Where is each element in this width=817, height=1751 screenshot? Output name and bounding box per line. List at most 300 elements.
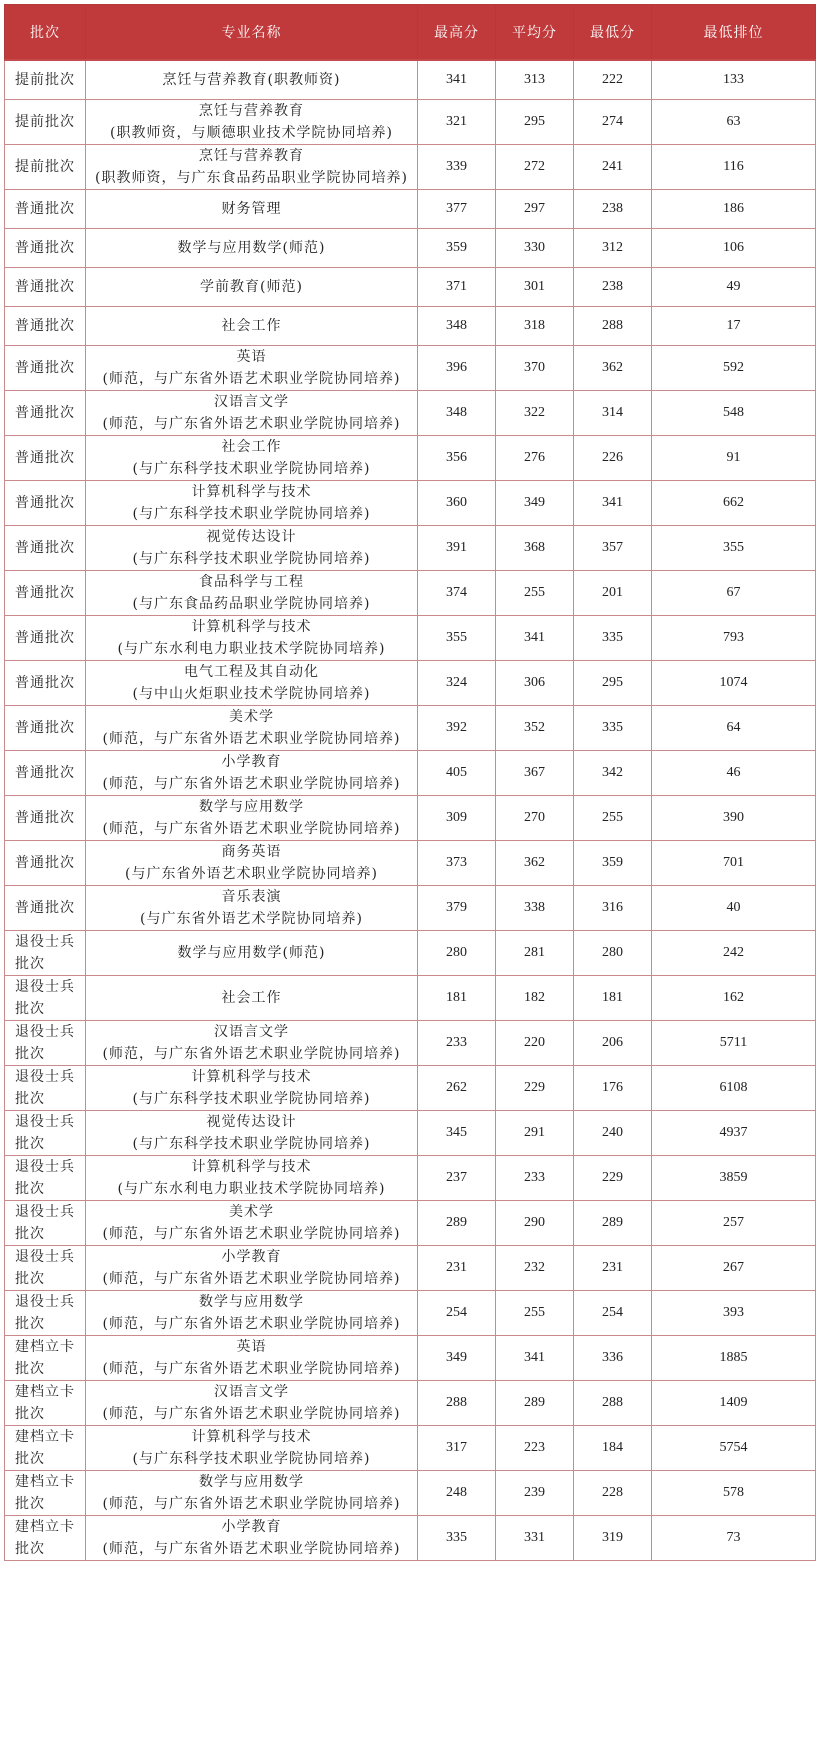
- min-rank-cell: 1074: [652, 661, 816, 706]
- batch-cell-line: 建档立卡: [15, 1339, 75, 1355]
- batch-cell-line: 退役士兵: [15, 934, 75, 950]
- min-rank-cell: 40: [652, 886, 816, 931]
- major-cell-line: (与广东科学技术职业学院协同培养): [132, 1091, 371, 1107]
- table-row: [5, 931, 816, 976]
- max-score-cell: 233: [418, 1021, 496, 1066]
- major-cell-line: 商务英语: [221, 844, 282, 860]
- max-score-cell: 248: [418, 1471, 496, 1516]
- min-rank-cell: 91: [652, 436, 816, 481]
- major-cell: [86, 796, 418, 841]
- batch-cell: [5, 931, 86, 976]
- major-cell-line: (师范，与广东省外语艺术职业学院协同培养): [102, 821, 401, 837]
- header-avg-score: 平均分: [496, 5, 574, 61]
- batch-cell-line: 批次: [15, 1136, 45, 1152]
- table-row: [5, 268, 816, 307]
- max-score-cell: 374: [418, 571, 496, 616]
- header-batch: 批次: [5, 5, 86, 61]
- table-row: [5, 346, 816, 391]
- max-score-cell: 288: [418, 1381, 496, 1426]
- batch-cell-line: 建档立卡: [15, 1429, 75, 1445]
- table-row: [5, 1516, 816, 1561]
- batch-cell-line: 退役士兵: [15, 979, 75, 995]
- min-rank-cell: 49: [652, 268, 816, 307]
- min-score-cell: 295: [574, 661, 652, 706]
- min-score-cell: 229: [574, 1156, 652, 1201]
- min-score-cell: 316: [574, 886, 652, 931]
- major-cell-line: (与广东科学技术职业学院协同培养): [132, 1451, 371, 1467]
- batch-cell-line: 普通批次: [15, 318, 75, 334]
- major-cell-line: 计算机科学与技术: [191, 484, 312, 500]
- max-score-cell: 391: [418, 526, 496, 571]
- max-score-cell: 356: [418, 436, 496, 481]
- batch-cell-line: 批次: [15, 1271, 45, 1287]
- major-cell-line: 学前教育(师范): [200, 279, 303, 295]
- major-cell: [86, 145, 418, 190]
- avg-score-cell: 330: [496, 229, 574, 268]
- major-cell-line: 数学与应用数学: [199, 799, 304, 815]
- max-score-cell: 373: [418, 841, 496, 886]
- avg-score-cell: 281: [496, 931, 574, 976]
- major-cell-line: (与中山火炬职业技术学院协同培养): [132, 686, 371, 702]
- major-cell-line: 数学与应用数学: [199, 1294, 304, 1310]
- avg-score-cell: 229: [496, 1066, 574, 1111]
- max-score-cell: 309: [418, 796, 496, 841]
- major-cell: [86, 1291, 418, 1336]
- batch-cell: [5, 1516, 86, 1561]
- major-cell-line: (与广东科学技术职业学院协同培养): [132, 506, 371, 522]
- batch-cell-line: 批次: [15, 1451, 45, 1467]
- batch-cell-line: 普通批次: [15, 279, 75, 295]
- table-row: [5, 661, 816, 706]
- major-cell-line: 数学与应用数学(师范): [177, 240, 326, 256]
- table-row: [5, 190, 816, 229]
- batch-cell: [5, 436, 86, 481]
- avg-score-cell: 367: [496, 751, 574, 796]
- min-score-cell: 362: [574, 346, 652, 391]
- min-rank-cell: 5754: [652, 1426, 816, 1471]
- max-score-cell: 321: [418, 100, 496, 145]
- batch-cell-line: 普通批次: [15, 540, 75, 556]
- batch-cell: [5, 1471, 86, 1516]
- major-cell-line: (师范，与广东省外语艺术职业学院协同培养): [102, 1361, 401, 1377]
- avg-score-cell: 301: [496, 268, 574, 307]
- batch-cell: [5, 796, 86, 841]
- min-score-cell: 222: [574, 60, 652, 100]
- major-cell: [86, 100, 418, 145]
- batch-cell-line: 退役士兵: [15, 1294, 75, 1310]
- avg-score-cell: 290: [496, 1201, 574, 1246]
- batch-cell: [5, 190, 86, 229]
- batch-cell-line: 普通批次: [15, 630, 75, 646]
- batch-cell: [5, 571, 86, 616]
- major-cell: [86, 1111, 418, 1156]
- batch-cell-line: 退役士兵: [15, 1204, 75, 1220]
- max-score-cell: 359: [418, 229, 496, 268]
- min-rank-cell: 1409: [652, 1381, 816, 1426]
- major-cell: [86, 481, 418, 526]
- batch-cell-line: 退役士兵: [15, 1249, 75, 1265]
- major-cell: [86, 1516, 418, 1561]
- batch-cell: [5, 976, 86, 1021]
- batch-cell: [5, 1066, 86, 1111]
- batch-cell: [5, 145, 86, 190]
- major-cell: [86, 268, 418, 307]
- min-rank-cell: 355: [652, 526, 816, 571]
- table-row: [5, 886, 816, 931]
- max-score-cell: 262: [418, 1066, 496, 1111]
- major-cell: [86, 1426, 418, 1471]
- batch-cell-line: 普通批次: [15, 201, 75, 217]
- batch-cell-line: 批次: [15, 956, 45, 972]
- batch-cell: [5, 1336, 86, 1381]
- avg-score-cell: 331: [496, 1516, 574, 1561]
- major-cell: [86, 886, 418, 931]
- min-score-cell: 206: [574, 1021, 652, 1066]
- table-row: [5, 841, 816, 886]
- major-cell-line: (与广东科学技术职业学院协同培养): [132, 461, 371, 477]
- min-rank-cell: 4937: [652, 1111, 816, 1156]
- batch-cell: [5, 268, 86, 307]
- batch-cell-line: 建档立卡: [15, 1384, 75, 1400]
- batch-cell-line: 批次: [15, 1181, 45, 1197]
- batch-cell-line: 普通批次: [15, 765, 75, 781]
- min-rank-cell: 46: [652, 751, 816, 796]
- batch-cell-line: 批次: [15, 1316, 45, 1332]
- major-cell: [86, 307, 418, 346]
- table-row: [5, 481, 816, 526]
- table-row: [5, 1471, 816, 1516]
- min-score-cell: 231: [574, 1246, 652, 1291]
- major-cell: [86, 526, 418, 571]
- min-rank-cell: 242: [652, 931, 816, 976]
- batch-cell-line: 批次: [15, 1091, 45, 1107]
- batch-cell: [5, 481, 86, 526]
- min-score-cell: 184: [574, 1426, 652, 1471]
- avg-score-cell: 368: [496, 526, 574, 571]
- min-rank-cell: 64: [652, 706, 816, 751]
- min-rank-cell: 390: [652, 796, 816, 841]
- min-rank-cell: 578: [652, 1471, 816, 1516]
- table-row: [5, 1246, 816, 1291]
- major-cell-line: 汉语言文学: [214, 1024, 289, 1040]
- batch-cell: [5, 1021, 86, 1066]
- batch-cell-line: 建档立卡: [15, 1519, 75, 1535]
- batch-cell: [5, 1111, 86, 1156]
- major-cell: [86, 1021, 418, 1066]
- min-rank-cell: 3859: [652, 1156, 816, 1201]
- max-score-cell: 324: [418, 661, 496, 706]
- major-cell: [86, 1201, 418, 1246]
- min-rank-cell: 257: [652, 1201, 816, 1246]
- batch-cell-line: 普通批次: [15, 495, 75, 511]
- major-cell: [86, 706, 418, 751]
- batch-cell-line: 批次: [15, 1496, 45, 1512]
- min-rank-cell: 67: [652, 571, 816, 616]
- batch-cell-line: 退役士兵: [15, 1024, 75, 1040]
- major-cell: [86, 1066, 418, 1111]
- max-score-cell: 237: [418, 1156, 496, 1201]
- batch-cell-line: 提前批次: [15, 114, 75, 130]
- min-rank-cell: 592: [652, 346, 816, 391]
- batch-cell-line: 普通批次: [15, 450, 75, 466]
- major-cell: [86, 841, 418, 886]
- batch-cell: [5, 526, 86, 571]
- batch-cell: [5, 1381, 86, 1426]
- min-score-cell: 280: [574, 931, 652, 976]
- batch-cell-line: 提前批次: [15, 72, 75, 88]
- min-score-cell: 226: [574, 436, 652, 481]
- major-cell-line: 视觉传达设计: [206, 529, 297, 545]
- major-cell: [86, 1381, 418, 1426]
- max-score-cell: 371: [418, 268, 496, 307]
- major-cell: [86, 436, 418, 481]
- batch-cell: [5, 1246, 86, 1291]
- batch-cell-line: 建档立卡: [15, 1474, 75, 1490]
- batch-cell-line: 普通批次: [15, 405, 75, 421]
- major-cell: [86, 60, 418, 100]
- min-rank-cell: 116: [652, 145, 816, 190]
- table-body: [5, 60, 816, 1561]
- batch-cell: [5, 616, 86, 661]
- batch-cell-line: 普通批次: [15, 360, 75, 376]
- major-cell-line: (职教师资，与顺德职业技术学院协同培养): [110, 125, 393, 141]
- min-score-cell: 288: [574, 307, 652, 346]
- table-row: [5, 1381, 816, 1426]
- batch-cell: [5, 307, 86, 346]
- major-cell-line: 社会工作: [221, 318, 282, 334]
- min-score-cell: 359: [574, 841, 652, 886]
- table-row: [5, 1201, 816, 1246]
- min-rank-cell: 662: [652, 481, 816, 526]
- major-cell: [86, 571, 418, 616]
- major-cell: [86, 229, 418, 268]
- major-cell-line: 小学教育: [221, 1519, 282, 1535]
- major-cell-line: 计算机科学与技术: [191, 1429, 312, 1445]
- table-row: [5, 145, 816, 190]
- min-rank-cell: 701: [652, 841, 816, 886]
- max-score-cell: 349: [418, 1336, 496, 1381]
- min-score-cell: 335: [574, 706, 652, 751]
- batch-cell-line: 普通批次: [15, 855, 75, 871]
- min-score-cell: 176: [574, 1066, 652, 1111]
- major-cell-line: (师范，与广东省外语艺术职业学院协同培养): [102, 1271, 401, 1287]
- major-cell-line: (与广东科学技术职业学院协同培养): [132, 551, 371, 567]
- major-cell: [86, 931, 418, 976]
- avg-score-cell: 255: [496, 1291, 574, 1336]
- major-cell: [86, 751, 418, 796]
- major-cell-line: 电气工程及其自动化: [184, 664, 319, 680]
- major-cell: [86, 190, 418, 229]
- min-rank-cell: 1885: [652, 1336, 816, 1381]
- table-row: [5, 571, 816, 616]
- avg-score-cell: 370: [496, 346, 574, 391]
- major-cell-line: 数学与应用数学(师范): [177, 945, 326, 961]
- batch-cell: [5, 1426, 86, 1471]
- min-rank-cell: 793: [652, 616, 816, 661]
- min-score-cell: 357: [574, 526, 652, 571]
- major-cell-line: 小学教育: [221, 1249, 282, 1265]
- batch-cell: [5, 60, 86, 100]
- table-row: [5, 1291, 816, 1336]
- major-cell-line: 食品科学与工程: [199, 574, 304, 590]
- min-score-cell: 228: [574, 1471, 652, 1516]
- min-rank-cell: 393: [652, 1291, 816, 1336]
- header-min-score: 最低分: [574, 5, 652, 61]
- avg-score-cell: 182: [496, 976, 574, 1021]
- avg-score-cell: 291: [496, 1111, 574, 1156]
- major-cell: [86, 616, 418, 661]
- table-row: [5, 1066, 816, 1111]
- major-cell: [86, 391, 418, 436]
- major-cell-line: (与广东省外语艺术学院协同培养): [140, 911, 363, 927]
- max-score-cell: 341: [418, 60, 496, 100]
- batch-cell-line: 普通批次: [15, 585, 75, 601]
- score-table: [4, 4, 816, 1561]
- avg-score-cell: 272: [496, 145, 574, 190]
- major-cell: [86, 1471, 418, 1516]
- min-rank-cell: 548: [652, 391, 816, 436]
- batch-cell: [5, 841, 86, 886]
- table-row: [5, 229, 816, 268]
- major-cell-line: (与广东水利电力职业技术学院协同培养): [117, 641, 386, 657]
- major-cell-line: 音乐表演: [221, 889, 282, 905]
- table-row: [5, 436, 816, 481]
- avg-score-cell: 255: [496, 571, 574, 616]
- batch-cell: [5, 391, 86, 436]
- min-rank-cell: 17: [652, 307, 816, 346]
- max-score-cell: 392: [418, 706, 496, 751]
- min-score-cell: 254: [574, 1291, 652, 1336]
- min-rank-cell: 5711: [652, 1021, 816, 1066]
- min-score-cell: 341: [574, 481, 652, 526]
- avg-score-cell: 313: [496, 60, 574, 100]
- major-cell-line: (与广东食品药品职业学院协同培养): [132, 596, 371, 612]
- header-major: 专业名称: [86, 5, 418, 61]
- major-cell-line: (师范，与广东省外语艺术职业学院协同培养): [102, 776, 401, 792]
- major-cell-line: (职教师资，与广东食品药品职业学院协同培养): [95, 170, 408, 186]
- major-cell: [86, 1336, 418, 1381]
- max-score-cell: 181: [418, 976, 496, 1021]
- major-cell-line: (师范，与广东省外语艺术职业学院协同培养): [102, 371, 401, 387]
- batch-cell: [5, 1156, 86, 1201]
- max-score-cell: 345: [418, 1111, 496, 1156]
- max-score-cell: 231: [418, 1246, 496, 1291]
- avg-score-cell: 270: [496, 796, 574, 841]
- batch-cell-line: 普通批次: [15, 720, 75, 736]
- max-score-cell: 355: [418, 616, 496, 661]
- min-rank-cell: 63: [652, 100, 816, 145]
- max-score-cell: 377: [418, 190, 496, 229]
- min-rank-cell: 73: [652, 1516, 816, 1561]
- max-score-cell: 335: [418, 1516, 496, 1561]
- batch-cell-line: 普通批次: [15, 810, 75, 826]
- table-row: [5, 616, 816, 661]
- batch-cell: [5, 706, 86, 751]
- batch-cell: [5, 886, 86, 931]
- major-cell: [86, 346, 418, 391]
- max-score-cell: 379: [418, 886, 496, 931]
- min-rank-cell: 186: [652, 190, 816, 229]
- batch-cell-line: 批次: [15, 1001, 45, 1017]
- min-score-cell: 255: [574, 796, 652, 841]
- header-min-rank: 最低排位: [652, 5, 816, 61]
- major-cell-line: (师范，与广东省外语艺术职业学院协同培养): [102, 1496, 401, 1512]
- min-score-cell: 238: [574, 190, 652, 229]
- table-row: [5, 100, 816, 145]
- min-score-cell: 314: [574, 391, 652, 436]
- major-cell-line: 社会工作: [221, 990, 282, 1006]
- major-cell-line: 汉语言文学: [214, 1384, 289, 1400]
- batch-cell: [5, 661, 86, 706]
- major-cell-line: 计算机科学与技术: [191, 619, 312, 635]
- min-score-cell: 289: [574, 1201, 652, 1246]
- avg-score-cell: 232: [496, 1246, 574, 1291]
- avg-score-cell: 322: [496, 391, 574, 436]
- avg-score-cell: 341: [496, 616, 574, 661]
- table-row: [5, 1426, 816, 1471]
- table-row: [5, 391, 816, 436]
- min-score-cell: 319: [574, 1516, 652, 1561]
- batch-cell-line: 提前批次: [15, 159, 75, 175]
- avg-score-cell: 223: [496, 1426, 574, 1471]
- avg-score-cell: 233: [496, 1156, 574, 1201]
- table-row: [5, 1336, 816, 1381]
- batch-cell: [5, 346, 86, 391]
- avg-score-cell: 338: [496, 886, 574, 931]
- min-score-cell: 241: [574, 145, 652, 190]
- avg-score-cell: 341: [496, 1336, 574, 1381]
- major-cell-line: (师范，与广东省外语艺术职业学院协同培养): [102, 731, 401, 747]
- major-cell-line: 烹饪与营养教育: [199, 148, 304, 164]
- min-rank-cell: 133: [652, 60, 816, 100]
- min-rank-cell: 106: [652, 229, 816, 268]
- major-cell-line: 烹饪与营养教育: [199, 103, 304, 119]
- major-cell-line: 英语: [236, 1339, 267, 1355]
- max-score-cell: 348: [418, 391, 496, 436]
- min-score-cell: 335: [574, 616, 652, 661]
- avg-score-cell: 318: [496, 307, 574, 346]
- min-rank-cell: 162: [652, 976, 816, 1021]
- max-score-cell: 280: [418, 931, 496, 976]
- header-row: [5, 5, 816, 61]
- major-cell: [86, 1156, 418, 1201]
- table-row: [5, 976, 816, 1021]
- batch-cell-line: 批次: [15, 1541, 45, 1557]
- min-score-cell: 181: [574, 976, 652, 1021]
- major-cell: [86, 661, 418, 706]
- min-score-cell: 201: [574, 571, 652, 616]
- major-cell: [86, 1246, 418, 1291]
- min-rank-cell: 267: [652, 1246, 816, 1291]
- major-cell-line: 小学教育: [221, 754, 282, 770]
- max-score-cell: 317: [418, 1426, 496, 1471]
- max-score-cell: 254: [418, 1291, 496, 1336]
- major-cell-line: (师范，与广东省外语艺术职业学院协同培养): [102, 1406, 401, 1422]
- major-cell-line: 计算机科学与技术: [191, 1159, 312, 1175]
- major-cell-line: 美术学: [229, 1204, 274, 1220]
- table-row: [5, 526, 816, 571]
- major-cell-line: 计算机科学与技术: [191, 1069, 312, 1085]
- table-row: [5, 796, 816, 841]
- avg-score-cell: 295: [496, 100, 574, 145]
- batch-cell-line: 普通批次: [15, 900, 75, 916]
- major-cell-line: 英语: [236, 349, 267, 365]
- max-score-cell: 348: [418, 307, 496, 346]
- major-cell-line: (师范，与广东省外语艺术职业学院协同培养): [102, 416, 401, 432]
- major-cell-line: 社会工作: [221, 439, 282, 455]
- max-score-cell: 289: [418, 1201, 496, 1246]
- major-cell-line: (师范，与广东省外语艺术职业学院协同培养): [102, 1046, 401, 1062]
